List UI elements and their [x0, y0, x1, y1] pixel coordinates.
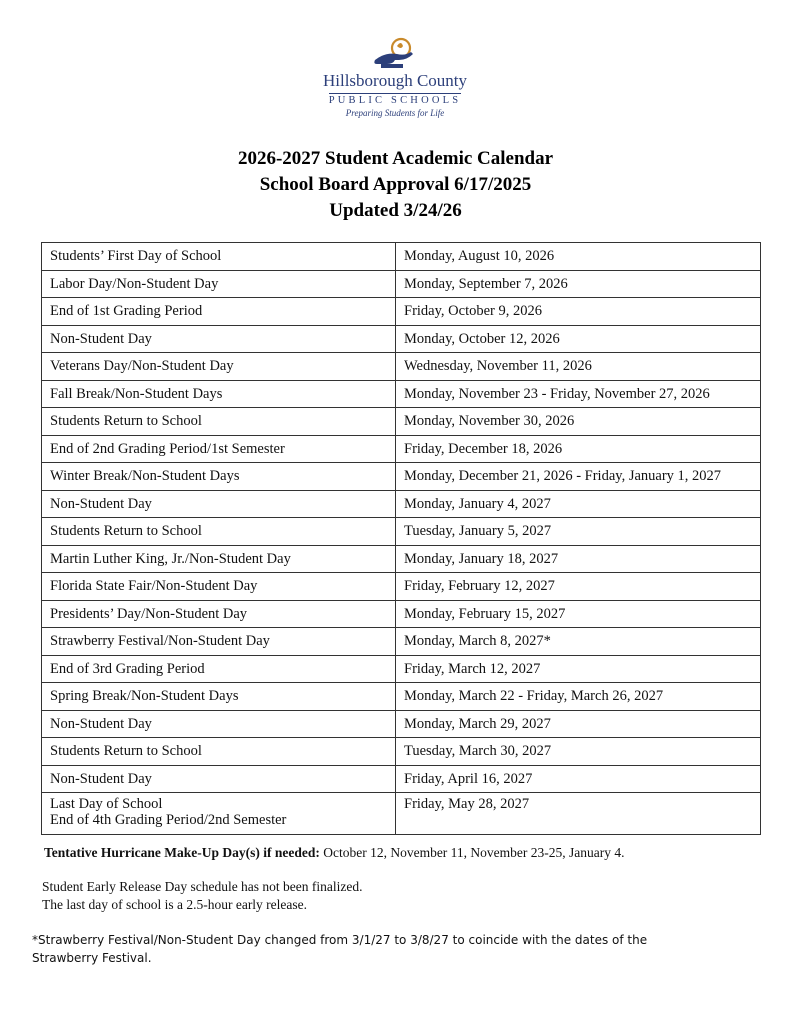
event-cell: Spring Break/Non-Student Days — [42, 683, 396, 711]
table-row — [42, 243, 761, 271]
table-row — [42, 655, 761, 683]
date-cell: Monday, October 12, 2026 — [396, 325, 761, 353]
date-cell: Monday, March 29, 2027 — [396, 710, 761, 738]
date-cell: Friday, October 9, 2026 — [396, 298, 761, 326]
calendar-table — [41, 242, 761, 835]
event-cell: Students Return to School — [42, 518, 396, 546]
date-cell: Monday, September 7, 2026 — [396, 270, 761, 298]
event-cell: Students Return to School — [42, 738, 396, 766]
lamp-icon — [367, 36, 423, 70]
hurricane-dates: October 12, November 11, November 23-25, January 4. — [323, 845, 625, 860]
table-row — [42, 490, 761, 518]
logo-name: Hillsborough County — [322, 71, 468, 90]
event-cell: Non-Student Day — [42, 490, 396, 518]
date-cell: Friday, March 12, 2027 — [396, 655, 761, 683]
event-cell: Martin Luther King, Jr./Non-Student Day — [42, 545, 396, 573]
event-cell: End of 3rd Grading Period — [42, 655, 396, 683]
date-cell: Friday, May 28, 2027 — [396, 793, 761, 835]
table-row — [42, 298, 761, 326]
table-row — [42, 435, 761, 463]
event-cell: Labor Day/Non-Student Day — [42, 270, 396, 298]
early-release-line-2: The last day of school is a 2.5-hour early release. — [42, 897, 308, 912]
date-cell: Monday, November 30, 2026 — [396, 408, 761, 436]
table-row — [42, 710, 761, 738]
event-cell: End of 1st Grading Period — [42, 298, 396, 326]
title-line-1: 2026-2027 Student Academic Calendar — [237, 148, 554, 169]
date-cell: Friday, December 18, 2026 — [396, 435, 761, 463]
table-row — [42, 738, 761, 766]
date-cell: Monday, January 4, 2027 — [396, 490, 761, 518]
event-cell: Veterans Day/Non-Student Day — [42, 353, 396, 381]
footnote-line-1: *Strawberry Festival/Non-Student Day changed from 3/1/27 to 3/8/27 to coincide with the dates of the — [32, 933, 648, 947]
date-cell: Monday, December 21, 2026 - Friday, January 1, 2027 — [396, 463, 761, 491]
table-row — [42, 353, 761, 381]
date-cell: Monday, March 22 - Friday, March 26, 2027 — [396, 683, 761, 711]
table-row — [42, 793, 761, 835]
event-cell: Non-Student Day — [42, 325, 396, 353]
date-cell: Wednesday, November 11, 2026 — [396, 353, 761, 381]
event-cell: Strawberry Festival/Non-Student Day — [42, 628, 396, 656]
event-cell: Florida State Fair/Non-Student Day — [42, 573, 396, 601]
table-row — [42, 628, 761, 656]
table-row — [42, 518, 761, 546]
event-cell: Students’ First Day of School — [42, 243, 396, 271]
event-line-2: End of 4th Grading Period/2nd Semester — [50, 812, 287, 828]
date-cell: Tuesday, January 5, 2027 — [396, 518, 761, 546]
early-release-line-1: Student Early Release Day schedule has not been finalized. — [42, 879, 363, 894]
event-cell — [42, 793, 396, 835]
logo-subtitle: PUBLIC SCHOOLS — [328, 95, 462, 106]
event-cell: Fall Break/Non-Student Days — [42, 380, 396, 408]
footnote-line-2: Strawberry Festival. — [32, 951, 152, 965]
table-row — [42, 270, 761, 298]
date-cell: Monday, August 10, 2026 — [396, 243, 761, 271]
date-cell: Friday, April 16, 2027 — [396, 765, 761, 793]
event-cell: Winter Break/Non-Student Days — [42, 463, 396, 491]
date-cell: Friday, February 12, 2027 — [396, 573, 761, 601]
logo-tagline: Preparing Students for Life — [345, 108, 445, 118]
strawberry-footnote — [32, 931, 752, 967]
calendar-body — [42, 243, 761, 835]
date-cell: Monday, March 8, 2027* — [396, 628, 761, 656]
table-row — [42, 325, 761, 353]
table-row — [42, 600, 761, 628]
table-row — [42, 765, 761, 793]
table-row — [42, 683, 761, 711]
table-row — [42, 463, 761, 491]
table-row — [42, 545, 761, 573]
date-cell: Tuesday, March 30, 2027 — [396, 738, 761, 766]
event-cell: Students Return to School — [42, 408, 396, 436]
hurricane-note — [44, 845, 625, 861]
event-cell: End of 2nd Grading Period/1st Semester — [42, 435, 396, 463]
date-cell: Monday, January 18, 2027 — [396, 545, 761, 573]
title-line-2: School Board Approval 6/17/2025 — [259, 174, 532, 195]
table-row — [42, 380, 761, 408]
table-row — [42, 408, 761, 436]
hurricane-label: Tentative Hurricane Make-Up Day(s) if needed: — [44, 845, 320, 860]
early-release-note — [42, 878, 363, 914]
table-row — [42, 573, 761, 601]
event-line-1: Last Day of School — [50, 796, 163, 812]
date-cell: Monday, February 15, 2027 — [396, 600, 761, 628]
event-cell: Non-Student Day — [42, 765, 396, 793]
date-cell: Monday, November 23 - Friday, November 27, 2026 — [396, 380, 761, 408]
event-cell: Non-Student Day — [42, 710, 396, 738]
district-logo — [300, 36, 490, 118]
title-line-3: Updated 3/24/26 — [329, 200, 462, 221]
event-cell: Presidents’ Day/Non-Student Day — [42, 600, 396, 628]
document-title — [0, 146, 791, 224]
